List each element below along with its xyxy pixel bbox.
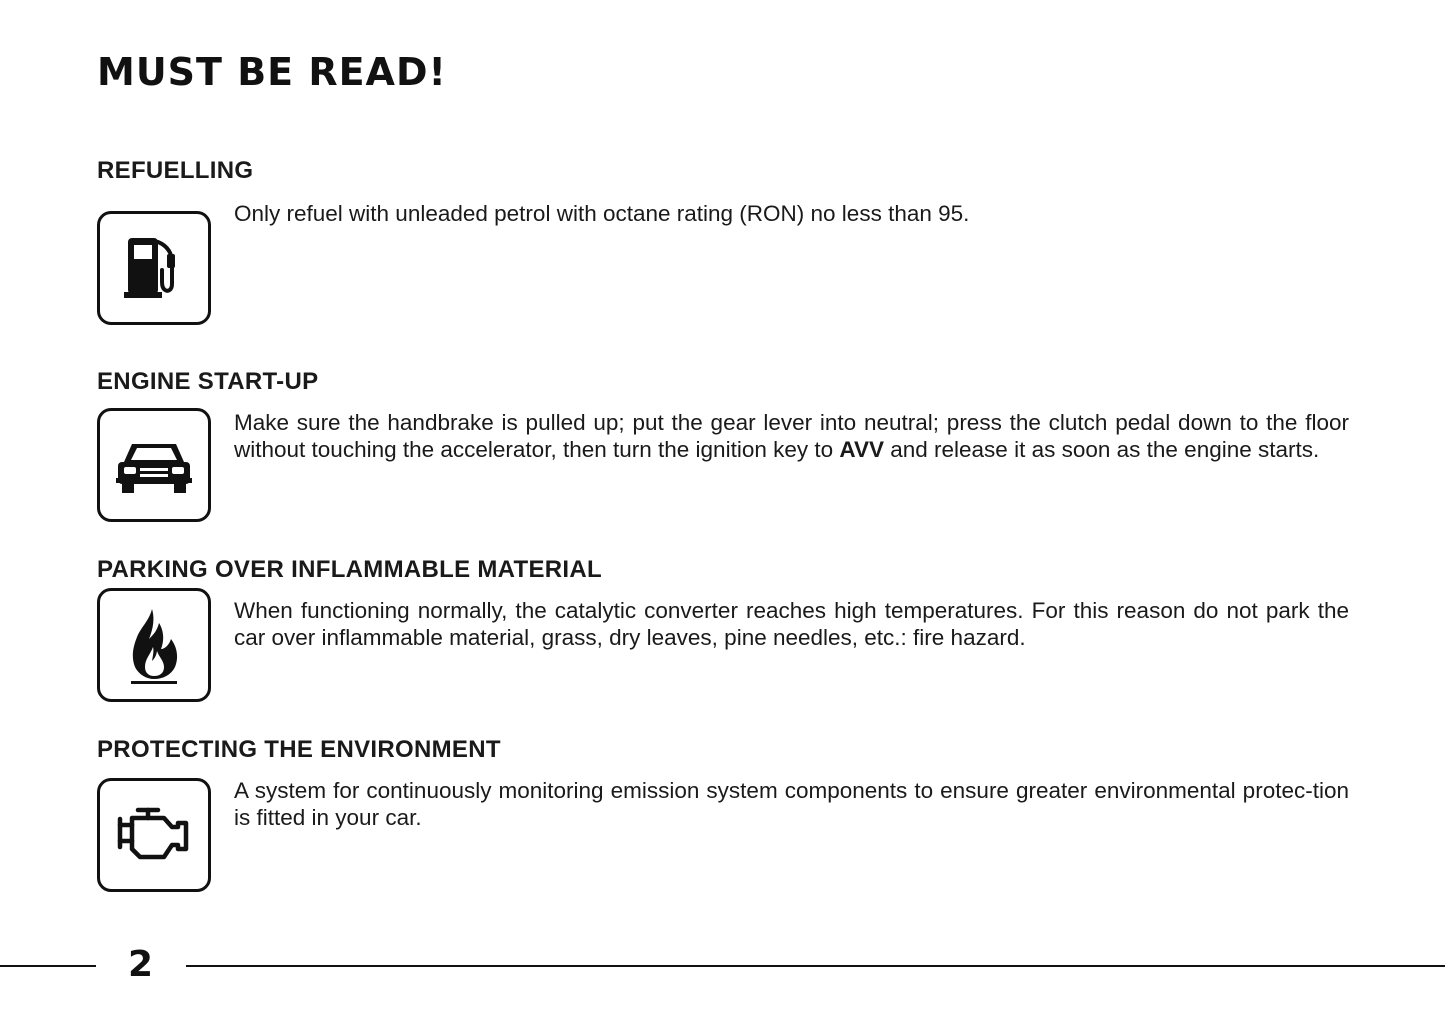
page-title: MUST BE READ! [97, 50, 447, 94]
section-heading: PROTECTING THE ENVIRONMENT [97, 736, 501, 763]
section-text: A system for continuously monitoring emission system components to ensure greater environmental protec-tion is fitted in your car. [234, 778, 1349, 830]
section-protecting-environment [97, 736, 1349, 830]
section-heading: REFUELLING [97, 157, 254, 184]
section-refuelling [97, 157, 1349, 226]
section-heading: ENGINE START-UP [97, 368, 319, 395]
section-parking-inflammable [97, 556, 1349, 650]
text-part: and release it as soon as the engine starts. [883, 436, 1320, 462]
section-heading: PARKING OVER INFLAMMABLE MATERIAL [97, 556, 602, 583]
engine-check-icon [97, 778, 211, 892]
section-engine-start-up [97, 368, 1349, 462]
section-text [234, 410, 1349, 463]
ignition-position-label: AVV [839, 436, 884, 462]
fuel-pump-icon [97, 211, 211, 325]
text-part: Make sure the handbrake is pulled up; put the gear lever into neutral; press the clutch pedal down to the floor without touching the accelerator, then turn the ignition key to [234, 410, 1349, 462]
section-text: Only refuel with unleaded petrol with octane rating (RON) no less than 95. [234, 201, 970, 226]
page-number: 2 [128, 944, 154, 985]
flame-icon [97, 588, 211, 702]
footer-rule-left [0, 965, 96, 967]
footer-rule-right [186, 965, 1445, 967]
section-text: When functioning normally, the catalytic converter reaches high temperatures. For this reason do not park the car over inflammable material, grass, dry leaves, pine needles, etc.: fire hazard. [234, 598, 1349, 650]
car-front-icon [97, 408, 211, 522]
